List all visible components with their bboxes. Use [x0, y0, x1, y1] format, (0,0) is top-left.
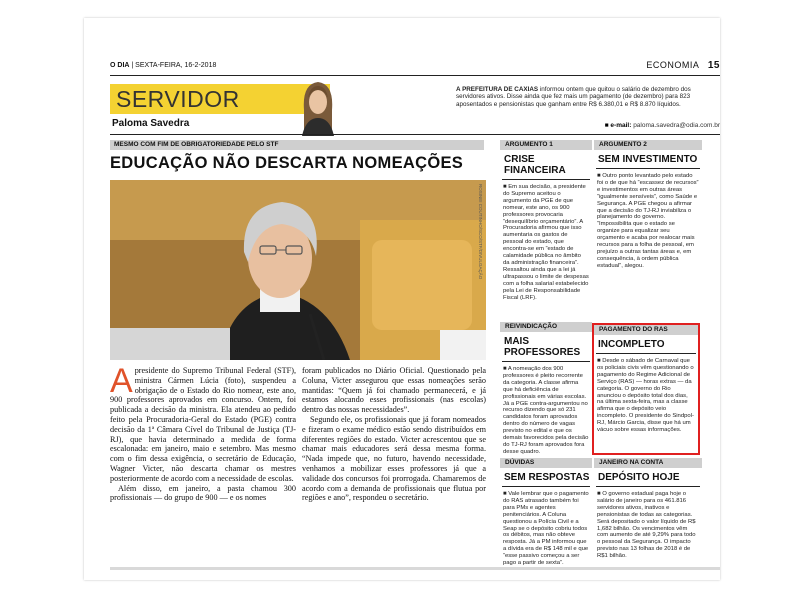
box-argument-1: [500, 140, 592, 301]
lede-note: [456, 86, 720, 108]
column-author: Paloma Savedra: [112, 118, 190, 129]
box-title: SEM INVESTIMENTO: [596, 150, 700, 169]
header-rule: [110, 134, 720, 135]
story-paragraph: foram publicados no Diário Oficial. Questionado pela Coluna, Victer assegurou que essas nomeações serão mantidas: “Quem já foi chamado permanecerá, e já estamos alocando esses profissionais (nas escolas) dentro das nossas necessidades”.: [302, 366, 486, 415]
issue-date: SEXTA-FEIRA, 16-2-2018: [135, 62, 217, 69]
box-text: ■ Em sua decisão, a presidente do Supremo aceitou o argumento da PGE de que nomear, este ano, os 900 professores provocaria “desequilíbrio orçamentário”. A Procuradoria afirmou que isso aumentaria os gastos de pessoal do estado, que encontra-se em “estado de calamidade pública no âmbito da administração financeira”. Ressaltou ainda que a lei já ultrapassou o limite de despesas com a folha salarial estabelecido pela Lei de Responsabilidade Fiscal (LRF).: [503, 184, 589, 301]
box-title: INCOMPLETO: [596, 335, 696, 354]
box-tag: PAGAMENTO DO RAS: [594, 325, 698, 335]
box-title: DEPÓSITO HOJE: [596, 468, 700, 487]
lede-lead: A PREFEITURA DE CAXIAS: [456, 86, 539, 93]
box-title: MAIS PROFESSORES: [502, 332, 590, 362]
box-demand: [500, 322, 592, 456]
masthead-right: [646, 60, 720, 71]
page-bottom-band: [110, 567, 720, 570]
box-tag: REIVINDICAÇÃO: [500, 322, 592, 332]
story-kicker: MESMO COM FIM DE OBRIGATORIEDADE PELO STF: [110, 140, 484, 150]
box-text: ■ Outro ponto levantado pelo estado foi o de que há “escassez de recursos” e investimentos em outras áreas “igualmente sensíveis”, como Saúde e Segurança. A PGE chegou a afirmar que a decisão do TJ-RJ inviabiliza o planejamento do governo. “Impossibilita que o estado se organize para equalizar seu orçamento e acaba por realocar mais recursos para a folha de pessoal, em prejuízo a outras tantas áreas e, em consequência, à ordem pública estadual”, alegou.: [597, 173, 699, 269]
story-paragraph: Segundo ele, os profissionais que já foram nomeados e fizeram o exame médico estão sendo distribuídos em diferentes regiões do estado. Victer acrescentou que se chamar mais educadores será dessa mesma forma. “Nada impede que, no futuro, havendo necessidade, venhamos a mobilizar esses professores já que a validade dos concursos foi prorrogada. Chamaremos de acordo com a demanda de profissionais que flutua por regiões e ano”, respondeu o secretário.: [302, 414, 486, 503]
red-highlight-frame: [592, 323, 700, 455]
column-name: SERVIDOR: [116, 86, 240, 112]
box-january-salary: [594, 458, 702, 560]
box-title: CRISE FINANCEIRA: [502, 150, 590, 180]
story-paragraph: [110, 362, 296, 484]
story-paragraph-text: presidente do Supremo Tribunal Federal (STF), ministra Cármen Lúcia (foto), suspendeu a obrigação de o Estado do Rio nomear, este ano, 900 professores aprovados em concurso. Ontem, foi publicada a decisão da ministra. Ela atendeu ao pedido feito pela Procuradoria-Geral do Estado (PGE) contra decisão da 1ª Câmara Cível do Tribunal de Justiça (TJ-RJ), que havia determinado a medida de forma escalonada: em janeiro, maio e setembro. Mas mesmo com o fim dessa exigência, o secretário de Educação, Wagner Victer, não descarta chamar os mestres posteriormente de acordo com a necessidade de escolas.: [110, 366, 296, 483]
column-email[interactable]: [560, 122, 720, 129]
story-paragraph: Além disso, em janeiro, a pasta chamou 300 profissionais — do grupo de 900 — e os nomes: [110, 483, 296, 503]
email-icon: ■: [604, 122, 611, 129]
columnist-portrait: [296, 76, 340, 136]
box-tag: ARGUMENTO 2: [594, 140, 702, 150]
story-column-1: [110, 362, 296, 503]
box-text: ■ Vale lembrar que o pagamento do RAS atrasado também foi para PMs e agentes penitenciários. A Coluna questionou a Polícia Civil e a Seap se o depósito cobriu todos os débitos, mas não obteve resposta. Já a PM informou que a dívida era de R$ 148 mil e que “esse passivo começou a ser pago a partir de sexta”.: [503, 491, 589, 567]
section-name: ECONOMIA: [646, 60, 699, 70]
email-address[interactable]: paloma.savedra@odia.com.br: [633, 122, 720, 129]
photo-credit: ROSINEI COUTINHO/SCO/STF/DIVULGAÇÃO: [478, 184, 483, 280]
paper-name: O DIA: [110, 62, 130, 69]
judge-photo-illustration: [110, 180, 486, 360]
box-title: SEM RESPOSTAS: [502, 468, 590, 487]
story-photo: [110, 180, 486, 360]
email-label: e-mail:: [610, 122, 632, 129]
page-number: 15: [707, 60, 720, 71]
story-column-2: [302, 366, 486, 503]
box-argument-2: [594, 140, 702, 270]
lede-text: informou ontem que quitou o salário de dezembro dos servidores ativos. Disse ainda que fez mais um pagamento (de dezembro) para 823 aposentados e pensionistas que ganham entre R$ 6.380,01 e R$ 8.870 líquidos.: [456, 86, 691, 108]
box-tag: JANEIRO NA CONTA: [594, 458, 702, 468]
drop-cap: A: [110, 362, 133, 400]
box-tag: DÚVIDAS: [500, 458, 592, 468]
box-text: ■ Desde o sábado de Carnaval que os policiais civis vêm questionando o pagamento do Regime Adicional de Serviço (RAS) — horas extras — da categoria. O governo do Rio anunciou o depósito total dos dias, na última sexta-feira, mas a classe afirma que o depósito veio incompleto. O presidente do Sindpol-RJ, Márcio Garcia, disse que há um vácuo sobre essas informações.: [597, 358, 694, 434]
box-tag: ARGUMENTO 1: [500, 140, 592, 150]
masthead-left: O DIA | SEXTA-FEIRA, 16-2-2018: [110, 62, 217, 69]
masthead: [110, 62, 720, 76]
story-headline: EDUCAÇÃO NÃO DESCARTA NOMEAÇÕES: [110, 154, 464, 172]
box-text: ■ O governo estadual paga hoje o salário de janeiro para os 461.816 servidores ativos, inativos e pensionistas de todas as categorias. Será depositado o valor líquido de R$ 1,682 bilhão. Os vencimentos vêm com aumento de até 9,29% para todo o pessoal da Segurança. O impacto previsto nas 13 folhas de 2018 é de R$1 bilhão.: [597, 491, 696, 560]
box-text: ■ A nomeação dos 900 professores é pleito recorrente da categoria. A classe afirma que há deficiência de profissionais em várias escolas. Já a PGE contra-argumentou no recurso dizendo que só 231 candidatos foram aprovados dentro do número de vagas previsto no edital e que os demais favorecidos pela decisão do TJ-RJ foram aprovados fora desse quadro.: [503, 366, 589, 455]
box-doubts: [500, 458, 592, 567]
